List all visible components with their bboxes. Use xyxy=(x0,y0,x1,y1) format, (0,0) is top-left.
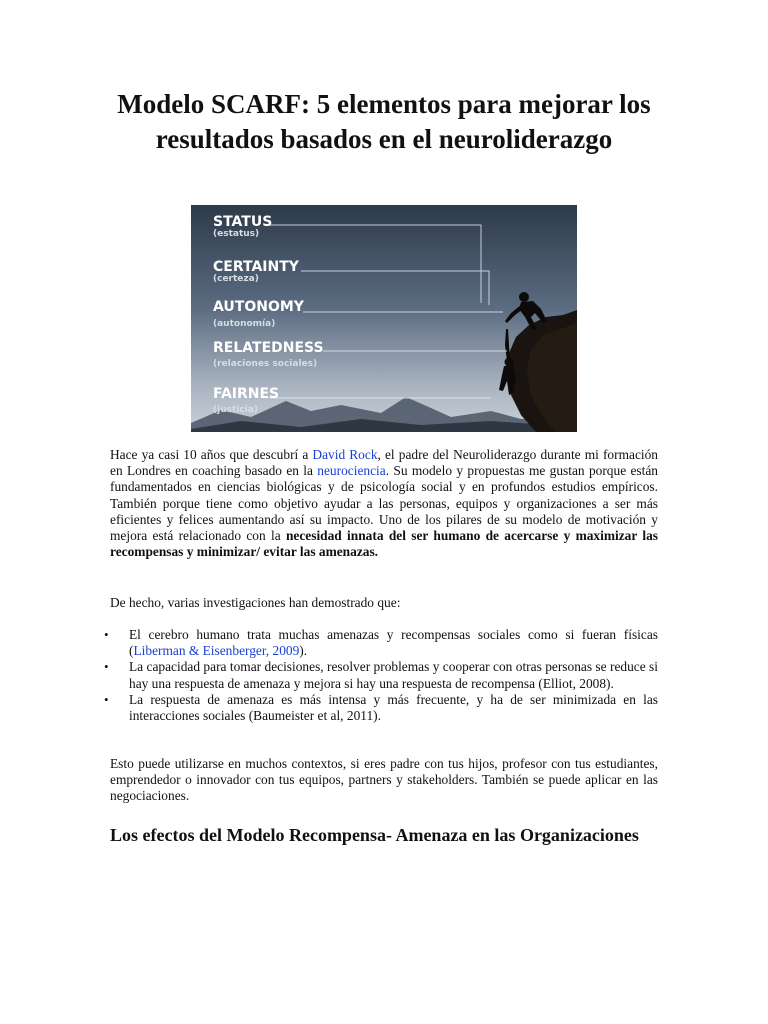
label-status: STATUS xyxy=(213,214,273,230)
label-relatedness: RELATEDNESS xyxy=(213,340,324,356)
bullet-text-end: ). xyxy=(299,643,308,659)
bullet-icon: • xyxy=(104,691,109,707)
list-item xyxy=(104,691,658,724)
intro-paragraph xyxy=(110,447,658,560)
sublabel-relatedness: (relaciones sociales) xyxy=(213,359,318,369)
research-intro-paragraph: De hecho, varias investigaciones han demostrado que: xyxy=(110,595,401,610)
contexts-paragraph: Esto puede utilizarse en muchos contextos, si eres padre con tus hijos, profesor con tus estudiantes, emprendedor o innovador con tus equipos, partners y stakeholders. También se puede aplicar en las negociaciones. xyxy=(110,756,658,804)
intro-text-1: Hace ya casi 10 años que descubrí a xyxy=(110,447,313,462)
sublabel-certainty: (certeza) xyxy=(213,274,259,284)
research-findings-list xyxy=(104,627,658,724)
intro-bold-text: necesidad innata del ser humano de acercarse y maximizar las recompensas y minimizar/ evitar las amenazas. xyxy=(110,528,658,560)
climbers-illustration xyxy=(191,205,577,432)
label-autonomy: AUTONOMY xyxy=(213,299,304,315)
david-rock-link[interactable]: David Rock xyxy=(312,447,378,462)
intro-text-2: , el padre del Neuroliderazgo durante mi formación en Londres en coaching basado en la xyxy=(110,447,658,479)
sublabel-fairnes: (justicia) xyxy=(213,405,258,415)
bullet-icon: • xyxy=(104,627,109,642)
section-heading: Los efectos del Modelo Recompensa- Amenaza en las Organizaciones xyxy=(110,825,639,845)
bullet-icon: • xyxy=(104,659,109,675)
list-item xyxy=(104,659,658,691)
intro-text-3: . Su modelo y propuestas me gustan porque están fundamentados en ciencias biológicas y de psicología social y en profundos estudios empíricos. También porque tiene como objetivo ayudar a las personas, equipos y organizaciones a ser más eficientes y felices aumentando así su impacto. Uno de los pilares de su modelo de motivación y mejora está relacionado con la xyxy=(110,463,658,544)
bullet-text: La capacidad para tomar decisiones, resolver problemas y cooperar con otras personas se reduce si hay una respuesta de amenaza y mejora si hay una respuesta de recompensa (Elliot, 2008). xyxy=(129,659,658,691)
scarf-hero-image xyxy=(191,205,577,432)
sublabel-autonomy: (autonomía) xyxy=(213,319,276,329)
neurociencia-link[interactable]: neurociencia xyxy=(317,463,386,479)
liberman-eisenberger-link[interactable]: Liberman & Eisenberger, 2009 xyxy=(133,643,300,659)
list-item xyxy=(104,627,658,659)
bullet-text: El cerebro humano trata muchas amenazas y recompensas sociales como si fueran físicas ( xyxy=(129,627,658,659)
bullet-text: La respuesta de amenaza es más intensa y más frecuente, y ha de ser minimizada en las interacciones sociales (Baumeister et al, 2011). xyxy=(129,691,658,724)
page-title: Modelo SCARF: 5 elementos para mejorar los resultados basados en el neuroliderazgo xyxy=(117,89,651,154)
label-certainty: CERTAINTY xyxy=(213,259,299,275)
label-fairnes: FAIRNES xyxy=(213,386,280,402)
sublabel-status: (estatus) xyxy=(213,229,260,239)
